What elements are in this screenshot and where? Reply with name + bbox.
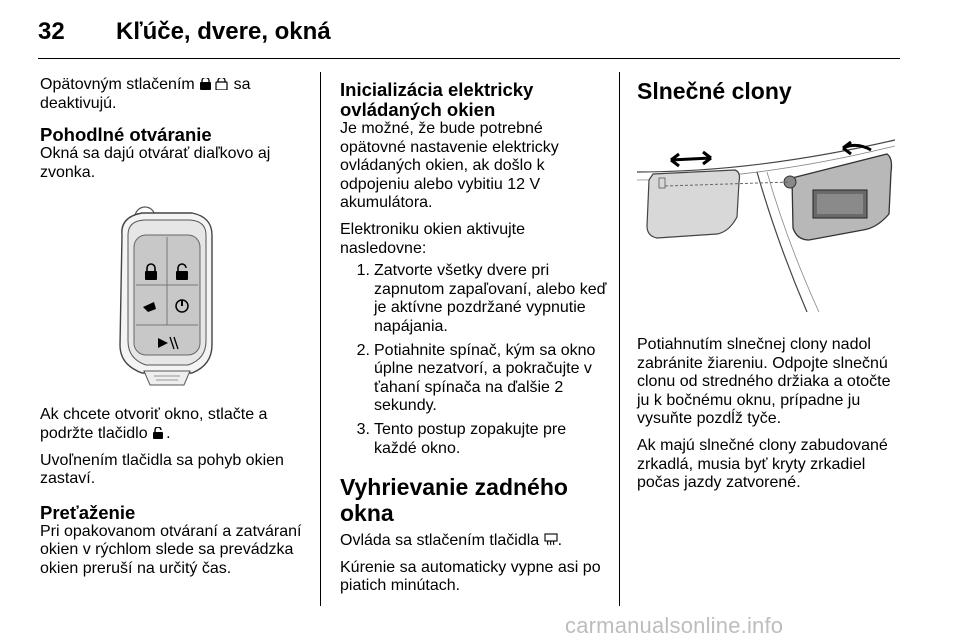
header-divider	[38, 58, 900, 59]
release-text: Uvoľnením tlačidla sa pohyb okien zastaví.	[40, 451, 284, 488]
window-init-para-2: Elektroniku okien aktivujte nasledovne:	[340, 220, 525, 257]
sun-visor-illustration	[637, 132, 895, 312]
unlock-icon	[152, 426, 166, 438]
rear-heating-para-1: Ovláda sa stlačením tlačidla .	[340, 532, 563, 550]
page-title: Kľúče, dvere, okná	[116, 18, 331, 45]
lock-pair-icon	[199, 77, 213, 89]
open-instruction: Ak chcete otvoriť okno, stlačte a podržte tlačidlo .	[40, 406, 268, 442]
section-title-window-init: Inicializácia elektricky ovládaných okien	[340, 79, 534, 120]
intro-paragraph: Opätovným stlačením sa deaktivujú.	[40, 76, 251, 112]
list-item: 3. Tento postup zopakujte pre každé okno.	[356, 420, 567, 457]
column-divider-1	[320, 72, 321, 606]
list-item: 2. Potiahnite spínač, kým sa okno úplne nezatvorí, a pokračujte v ťahaní spínača na ďalšie 2 sekundy.	[356, 341, 596, 415]
column-2	[340, 76, 610, 604]
list-item: 1. Zatvorte všetky dvere pri zapnutom zapaľovaní, alebo keď je aktívne pozdržané vypnutie napájania.	[356, 262, 607, 335]
section-title-overload: Preťaženie	[40, 501, 136, 523]
watermark: carmanualsonline.info	[565, 613, 784, 638]
section-title-comfort-opening: Pohodlné otváranie	[40, 124, 212, 146]
section-title-sun-visors: Slnečné clony	[637, 78, 792, 104]
sun-visor-para-2: Ak majú slnečné clony zabudované zrkadlá, musia byť kryty zrkadiel počas jazdy zatvorené.	[637, 436, 888, 492]
keyfob-illustration	[112, 205, 222, 395]
rear-window-heater-icon	[544, 533, 558, 545]
page-number: 32	[38, 18, 65, 45]
window-init-para-1: Je možné, že bude potrebné opätovné nastavenie elektricky ovládaných okien, ak došlo k odpojeniu alebo vybitiu 12 V akumulátora.	[340, 120, 559, 212]
page-header	[38, 18, 898, 58]
section-title-rear-window-heating: Vyhrievanie zadného okna	[340, 474, 568, 527]
rear-heating-para-2: Kúrenie sa automaticky vypne asi po piatich minútach.	[340, 558, 601, 595]
section-text-comfort-opening: Okná sa dajú otvárať diaľkovo aj zvonka.	[40, 145, 271, 181]
section-text-overload: Pri opakovanom otváraní a zatváraní okien v rýchlom slede sa prevádzka okien preruší na určitý čas.	[40, 522, 302, 577]
column-divider-2	[619, 72, 620, 606]
sun-visor-para-1: Potiahnutím slnečnej clony nadol zabránite žiareniu. Odpojte slnečnú clonu od stredného držiaka a otočte ju k bočnému oknu, prípadne ju vysuňte pozdĺž tyče.	[637, 336, 891, 428]
window-init-steps	[340, 262, 610, 458]
